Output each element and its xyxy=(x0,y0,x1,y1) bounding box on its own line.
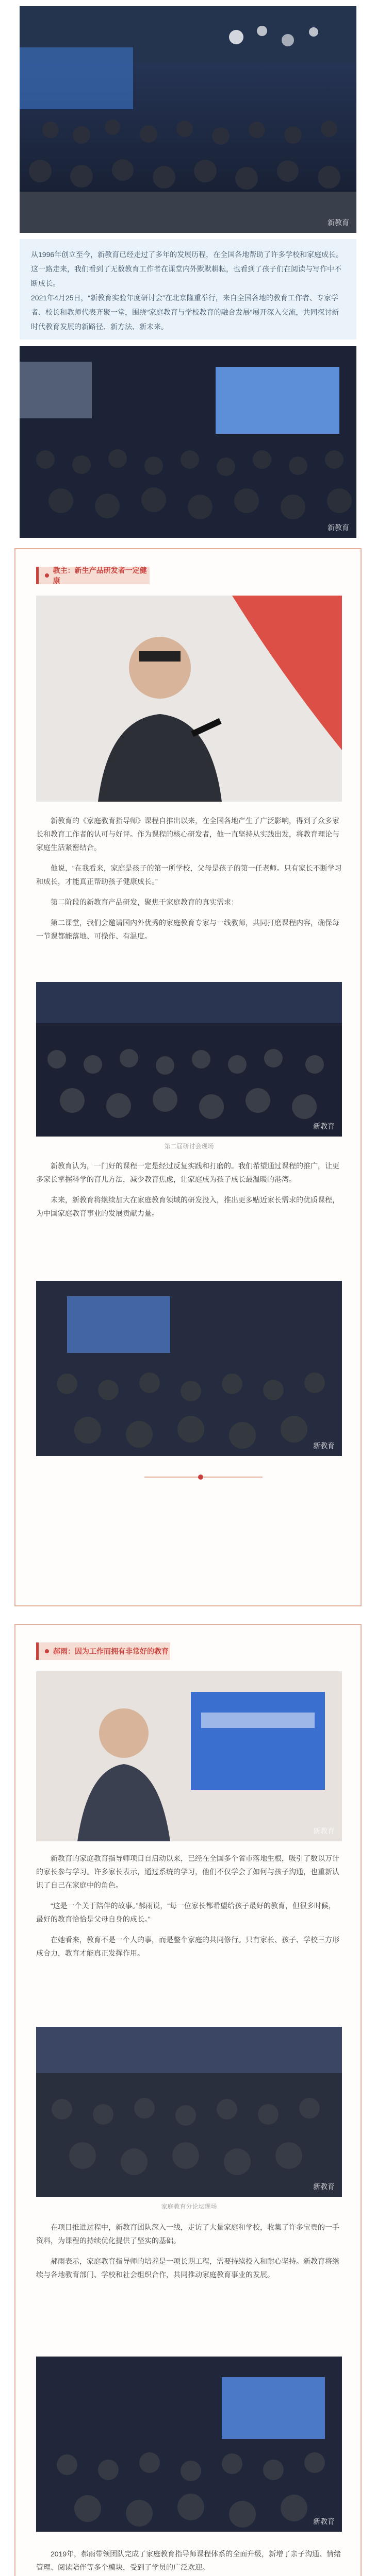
section-2-text-c xyxy=(36,2547,342,2576)
section-2-photo-3 xyxy=(36,2357,342,2532)
section-1-paragraph-2: 他说，“在我看来，家庭是孩子的第一所学校，父母是孩子的第一任老师。只有家长不断学习和成长，才能真正帮助孩子健康成长。” xyxy=(36,864,342,886)
watermark: 新教育 xyxy=(313,2182,335,2191)
watermark: 新教育 xyxy=(313,1122,335,1130)
intro-paragraph-2: 2021年4月25日，“新教育实验年度研讨会”在北京隆重举行，来自全国各地的教育工作者、专家学者、校长和教师代表齐聚一堂，围绕“家庭教育与学校教育的融合发展”展开深入交流，共同探讨新时代教育发展的新路径、新方法、新未来。 xyxy=(31,294,339,331)
section-2-paragraph-1: 新教育的家庭教育指导师项目自启动以来，已经在全国多个省市落地生根，吸引了数以万计的家长参与学习。许多家长表示，通过系统的学习，他们不仅学会了如何与孩子沟通，也重新认识了自己在家庭中的角色。 xyxy=(36,1854,339,1889)
section-1-paragraph-1: 新教育的《家庭教育指导师》课程自推出以来，在全国各地产生了广泛影响，得到了众多家长和教育工作者的认可与好评。作为课程的核心研发者，他一直坚持从实践出发，将教育理论与家庭生活紧密结合。 xyxy=(36,817,339,852)
bullet-icon xyxy=(45,1649,49,1653)
intro-paragraph-1: 从1996年创立至今，新教育已经走过了多年的发展历程，在全国各地帮助了许多学校和家庭成长。这一路走来，我们看到了无数教育工作者在课堂内外默默耕耘，也看到了孩子们在阅读与写作中不断成长。 xyxy=(31,250,344,287)
section-2-photo-2 xyxy=(36,2027,342,2197)
section-2-paragraph-2: “这是一个关于陪伴的故事。”郝雨说，“每一位家长都希望给孩子最好的教育，但很多时候，最好的教育恰恰是父母自身的成长。” xyxy=(36,1902,336,1923)
section-1-title-text: 教主：新生产品研发者一定健康 xyxy=(53,566,147,585)
watermark: 新教育 xyxy=(313,1442,335,1450)
section-divider xyxy=(144,1477,263,1478)
section-1-paragraph-4: 第二课堂，我们会邀请国内外优秀的家庭教育专家与一线教师，共同打磨课程内容，确保每一节课都能落地、可操作、有温度。 xyxy=(36,919,339,940)
section-1-paragraph-6: 未来，新教育将继续加大在家庭教育领域的研发投入，推出更多贴近家长需求的优质课程，为中国家庭教育事业的发展贡献力量。 xyxy=(36,1196,339,1217)
watermark: 新教育 xyxy=(328,523,349,532)
section-2-text-b xyxy=(36,2221,342,2289)
speaker-photo-1 xyxy=(36,596,342,802)
conference-photo-stage xyxy=(20,346,356,538)
section-1-caption: 第二届研讨会现场 xyxy=(164,1143,214,1150)
watermark: 新教育 xyxy=(313,1827,335,1835)
bullet-icon xyxy=(45,573,49,578)
watermark: 新教育 xyxy=(313,2517,335,2526)
section-2-caption-1: 家庭教育分论坛现场 xyxy=(161,2203,217,2210)
section-2-text-a xyxy=(36,1852,342,1967)
intro-box xyxy=(20,239,356,340)
section-2-paragraph-3: 在她看来，教育不是一个人的事，而是整个家庭的共同修行。只有家长、孩子、学校三方形成合力，教育才能真正发挥作用。 xyxy=(36,1936,339,1957)
section-2-title-text: 郝雨：因为工作而拥有非常好的教育 xyxy=(53,1647,169,1655)
section-2-paragraph-4: 在项目推进过程中，新教育团队深入一线，走访了大量家庭和学校，收集了许多宝贵的一手资料，为课程的持续优化提供了坚实的基础。 xyxy=(36,2223,339,2245)
section-1-text-a xyxy=(36,814,342,950)
conference-photo-top xyxy=(20,6,356,233)
section-2-title xyxy=(36,1642,170,1660)
section-1-paragraph-3: 第二阶段的新教育产品研发，聚焦于家庭教育的真实需求： xyxy=(51,898,238,906)
section-1-card xyxy=(14,548,362,1606)
section-2-paragraph-6: 2019年，郝雨带领团队完成了家庭教育指导师课程体系的全面升级，新增了亲子沟通、情绪管理、阅读陪伴等多个模块，受到了学员的广泛欢迎。 xyxy=(36,2550,341,2571)
speaker-photo-2 xyxy=(36,1671,342,1841)
section-1-photo-2 xyxy=(36,982,342,1137)
section-1-paragraph-5: 新教育认为，一门好的课程一定是经过反复实践和打磨的。我们希望通过课程的推广，让更多家长掌握科学的育儿方法，减少教育焦虑，让家庭成为孩子成长最温暖的港湾。 xyxy=(36,1162,339,1183)
section-2-card xyxy=(14,1624,362,2576)
section-1-title xyxy=(36,567,150,584)
watermark: 新教育 xyxy=(328,218,349,227)
section-1-photo-3 xyxy=(36,1281,342,1456)
section-1-text-b xyxy=(36,1159,342,1227)
section-2-paragraph-5: 郝雨表示，家庭教育指导师的培养是一项长期工程，需要持续投入和耐心坚持。新教育将继续与各地教育部门、学校和社会组织合作，共同推动家庭教育事业的发展。 xyxy=(36,2257,339,2279)
